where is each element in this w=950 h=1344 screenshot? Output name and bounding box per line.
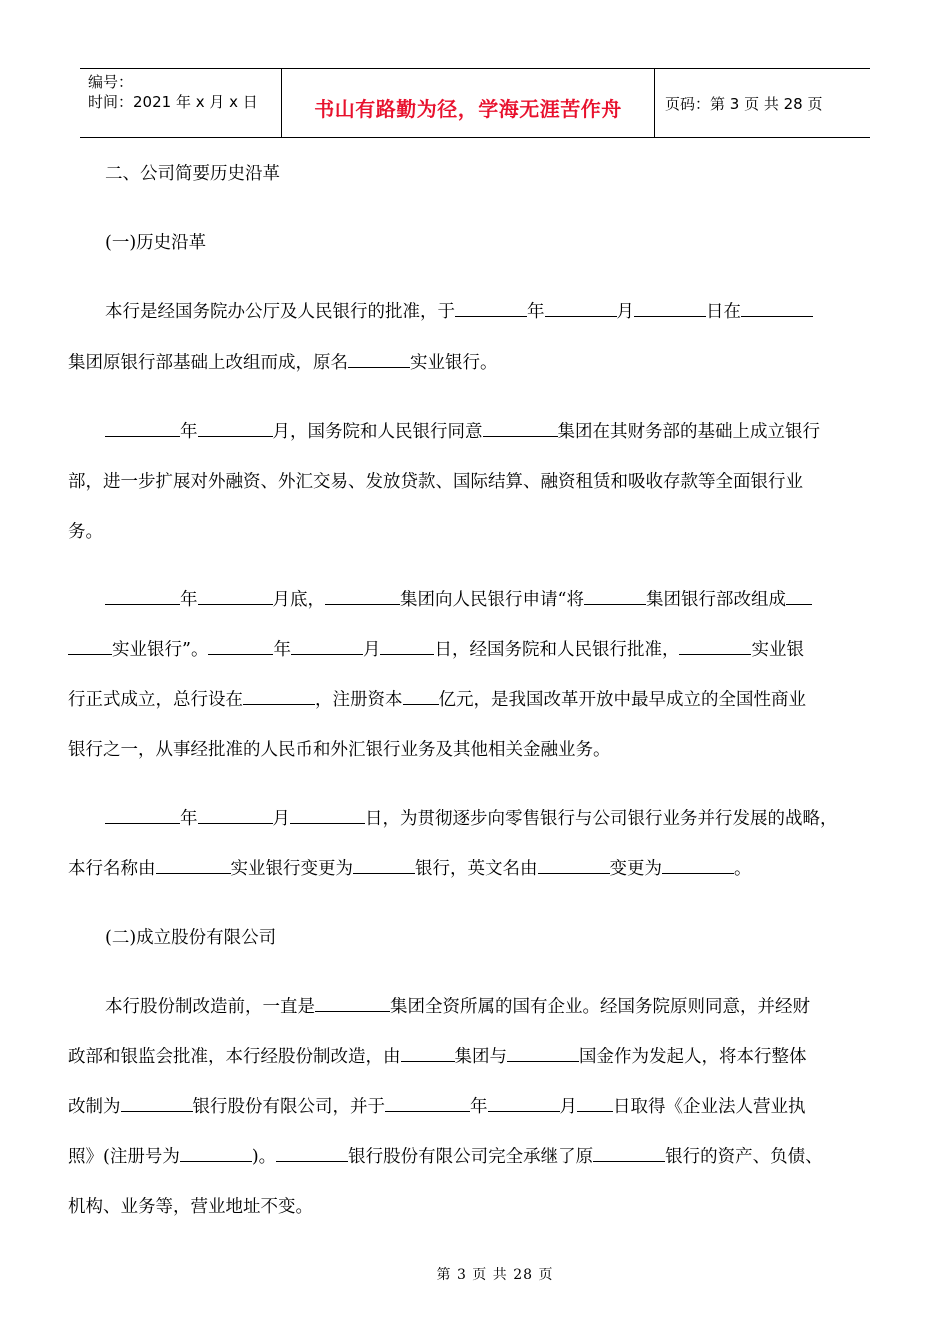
subsection-title-history: (一)历史沿革 — [105, 233, 207, 253]
paragraph-5-line-5: 机构、业务等，营业地址不变。 — [68, 1197, 313, 1217]
paragraph-5-line-2: 政部和银监会批准，本行经股份制改造，由 集团与 国金作为发起人，将本行整体 — [68, 1047, 807, 1067]
paragraph-3-line-2: 实业银行”。 年 月 日，经国务院和人民银行批准， 实业银 — [68, 636, 888, 661]
paragraph-4-line-2: 本行名称由 实业银行变更为 银行，英文名由 变更为 。 — [68, 859, 752, 879]
paragraph-2-line-1: 年 月，国务院和人民银行同意 集团在其财务部的基础上成立银行 — [105, 418, 925, 443]
paragraph-3-line-3: 行正式成立，总行设在 ，注册资本 亿元，是我国改革开放中最早成立的全国性商业 — [68, 690, 806, 710]
paragraph-2-line-3: 务。 — [68, 522, 103, 542]
page-header — [80, 68, 870, 138]
subsection-title-joint-stock: (二)成立股份有限公司 — [105, 928, 277, 948]
paragraph-4-line-1: 年 月 日，为贯彻逐步向零售银行与公司银行业务并行发展的战略， — [105, 805, 925, 830]
header-page-code: 页码：第 3 页 共 28 页 — [665, 95, 823, 113]
paragraph-2-line-2: 部，进一步扩展对外融资、外汇交易、发放贷款、国际结算、融资租赁和吸收存款等全面银行业 — [68, 472, 803, 492]
page-footer: 第 3 页 共 28 页 — [436, 1267, 554, 1283]
paragraph-3-line-4: 银行之一，从事经批准的人民币和外汇银行业务及其他相关金融业务。 — [68, 740, 611, 760]
paragraph-5-line-4: 照》(注册号为 )。 银行股份有限公司完全承继了原 银行的资产、负债、 — [68, 1147, 823, 1167]
document-date-label: 时间：2021 年 x 月 x 日 — [88, 93, 258, 111]
header-motto: 书山有路勤为径，学海无涯苦作舟 — [314, 97, 622, 121]
section-title: 二、公司简要历史沿革 — [105, 164, 280, 184]
paragraph-1-line-1: 本行是经国务院办公厅及人民银行的批准，于 年 月 日在 — [105, 298, 925, 323]
header-meta-cell — [80, 69, 282, 137]
header-motto-cell — [282, 69, 655, 137]
document-number-label: 编号： — [88, 73, 134, 91]
paragraph-1-line-2: 集团原银行部基础上改组而成，原名 实业银行。 — [68, 353, 498, 373]
header-page-cell — [655, 69, 870, 137]
paragraph-3-line-1: 年 月底， 集团向人民银行申请“将 集团银行部改组成 — [105, 586, 925, 611]
paragraph-5-line-3: 改制为 银行股份有限公司，并于 年 月 日取得《企业法人营业执 — [68, 1097, 806, 1117]
paragraph-5-line-1: 本行股份制改造前，一直是 集团全资所属的国有企业。经国务院原则同意，并经财 — [105, 997, 810, 1017]
